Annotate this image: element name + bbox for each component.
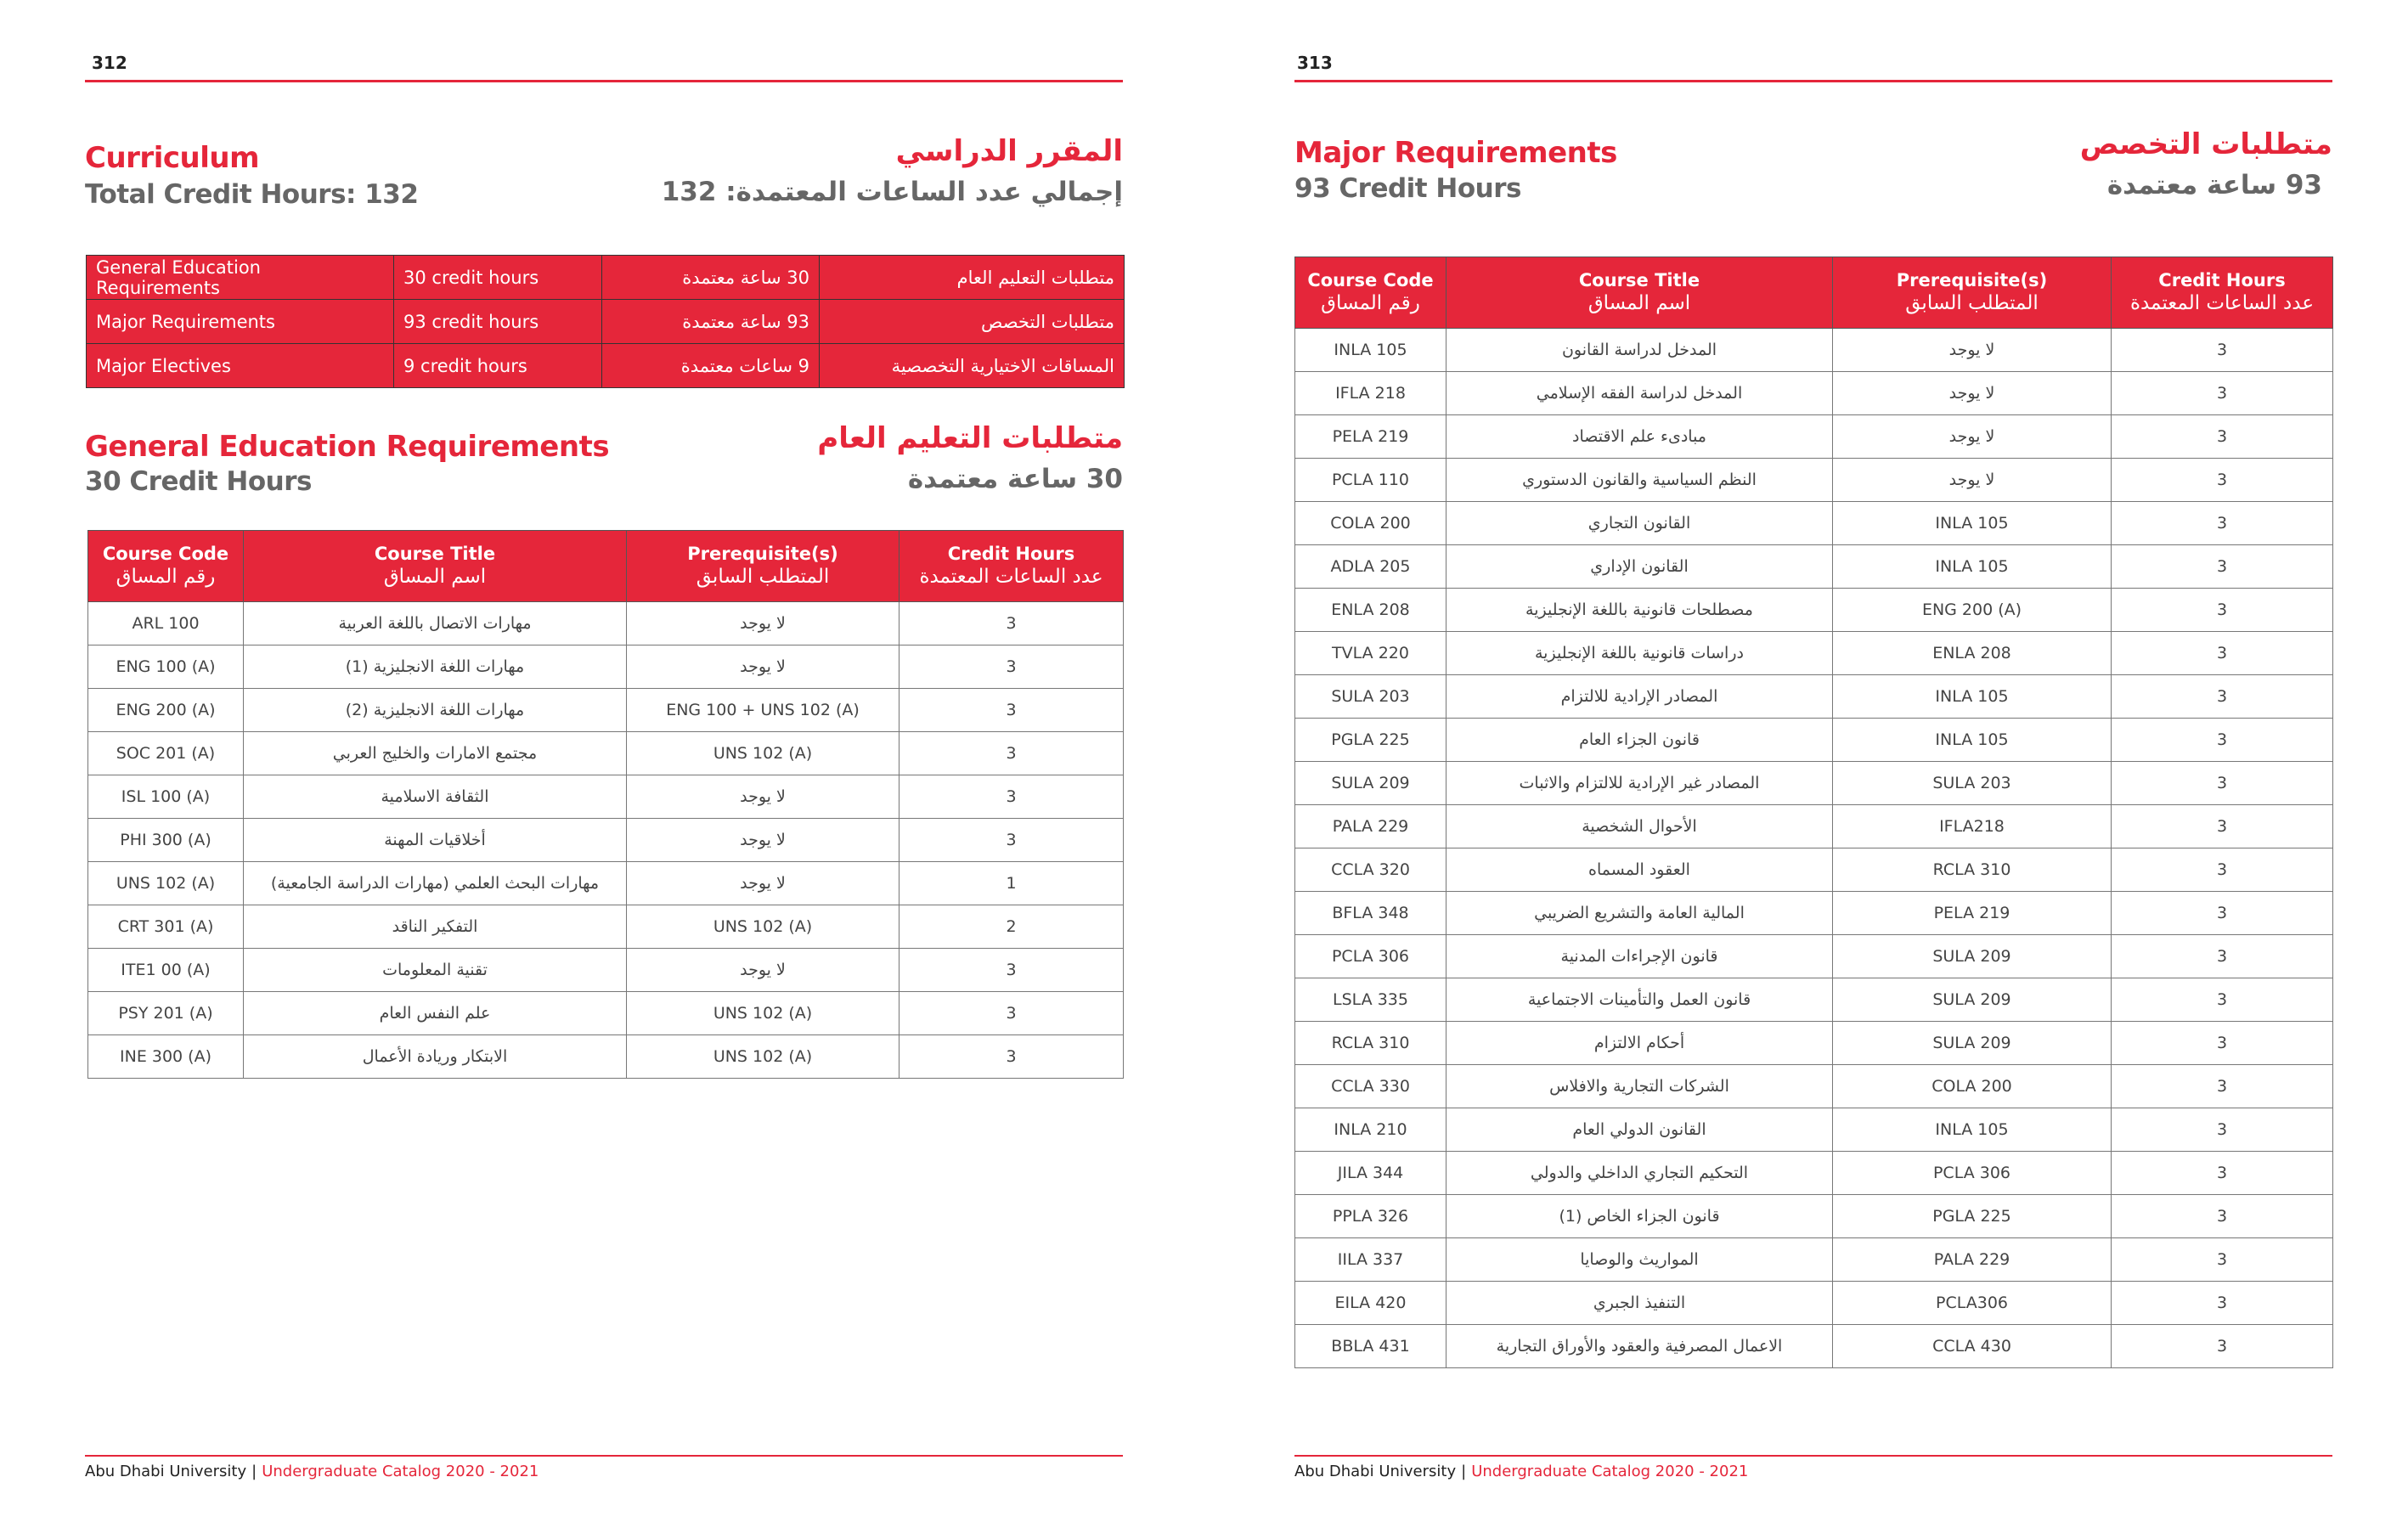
table-row bbox=[1295, 1195, 2333, 1238]
course-prerequisite: INLA 105 bbox=[1833, 545, 2112, 589]
course-credit-hours: 2 bbox=[899, 905, 1124, 949]
course-code: EILA 420 bbox=[1295, 1282, 1446, 1325]
course-prerequisite: UNS 102 (A) bbox=[627, 1035, 899, 1079]
course-code: ISL 100 (A) bbox=[88, 775, 244, 819]
major-course-table bbox=[1294, 256, 2333, 1368]
footer-university: Abu Dhabi University bbox=[85, 1463, 247, 1480]
major-title-en: Major Requirements bbox=[1294, 136, 1617, 170]
course-code: INE 300 (A) bbox=[88, 1035, 244, 1079]
right-page bbox=[1204, 0, 2407, 1539]
course-title: الابتكار وريادة الأعمال bbox=[244, 1035, 627, 1079]
table-row bbox=[88, 819, 1124, 862]
course-credit-hours: 3 bbox=[2112, 675, 2333, 719]
course-prerequisite: لا يوجد bbox=[627, 819, 899, 862]
course-code: PPLA 326 bbox=[1295, 1195, 1446, 1238]
table-row bbox=[88, 645, 1124, 689]
course-credit-hours: 3 bbox=[899, 992, 1124, 1035]
curriculum-title-ar: المقرر الدراسي bbox=[895, 134, 1123, 168]
course-title: مبادىء علم الاقتصاد bbox=[1446, 415, 1833, 459]
table-row bbox=[1295, 1238, 2333, 1282]
course-code: UNS 102 (A) bbox=[88, 862, 244, 905]
course-prerequisite: UNS 102 (A) bbox=[627, 732, 899, 775]
table-header-row bbox=[88, 531, 1124, 602]
course-prerequisite: IFLA218 bbox=[1833, 805, 2112, 848]
course-prerequisite: SULA 209 bbox=[1833, 1022, 2112, 1065]
summary-category-ar: المساقات الاختيارية التخصصية bbox=[820, 344, 1125, 388]
course-code: ITE1 00 (A) bbox=[88, 949, 244, 992]
course-code: BBLA 431 bbox=[1295, 1325, 1446, 1368]
table-row bbox=[1295, 762, 2333, 805]
course-title: قانون الجزاء العام bbox=[1446, 719, 1833, 762]
course-code: BFLA 348 bbox=[1295, 892, 1446, 935]
course-prerequisite: لا يوجد bbox=[627, 645, 899, 689]
header-credit-hours: Credit Hours عدد الساعات المعتمدة bbox=[2112, 257, 2333, 329]
course-title: مهارات اللغة الانجليزية (2) bbox=[244, 689, 627, 732]
course-prerequisite: UNS 102 (A) bbox=[627, 905, 899, 949]
course-credit-hours: 3 bbox=[2112, 1195, 2333, 1238]
table-row bbox=[1295, 1152, 2333, 1195]
course-title: العقود المسماه bbox=[1446, 848, 1833, 892]
table-row bbox=[88, 905, 1124, 949]
course-credit-hours: 3 bbox=[2112, 805, 2333, 848]
table-row bbox=[1295, 1325, 2333, 1368]
gen-ed-subtitle-ar: 30 ساعة معتمدة bbox=[907, 464, 1123, 494]
course-credit-hours: 3 bbox=[899, 602, 1124, 645]
course-credit-hours: 3 bbox=[899, 1035, 1124, 1079]
table-row bbox=[1295, 719, 2333, 762]
course-title: التنفيذ الجبري bbox=[1446, 1282, 1833, 1325]
course-prerequisite: INLA 105 bbox=[1833, 675, 2112, 719]
course-code: ADLA 205 bbox=[1295, 545, 1446, 589]
course-title: قانون الإجراءات المدنية bbox=[1446, 935, 1833, 978]
major-title-ar: متطلبات التخصص bbox=[2079, 127, 2332, 161]
course-code: PELA 219 bbox=[1295, 415, 1446, 459]
header-course-code: Course Code رقم المساق bbox=[1295, 257, 1446, 329]
course-title: النظم السياسية والقانون الدستوري bbox=[1446, 459, 1833, 502]
course-prerequisite: CCLA 430 bbox=[1833, 1325, 2112, 1368]
major-subtitle-en: 93 Credit Hours bbox=[1294, 173, 1521, 204]
course-prerequisite: لا يوجد bbox=[627, 602, 899, 645]
course-title: مهارات الاتصال باللغة العربية bbox=[244, 602, 627, 645]
header-credit-hours: Credit Hours عدد الساعات المعتمدة bbox=[899, 531, 1124, 602]
course-code: PHI 300 (A) bbox=[88, 819, 244, 862]
course-title: دراسات قانونية باللغة الإنجليزية bbox=[1446, 632, 1833, 675]
course-title: التفكير الناقد bbox=[244, 905, 627, 949]
summary-row bbox=[87, 256, 1125, 300]
course-title: مهارات البحث العلمي (مهارات الدراسة الجامعية) bbox=[244, 862, 627, 905]
course-credit-hours: 3 bbox=[2112, 762, 2333, 805]
course-code: INLA 105 bbox=[1295, 329, 1446, 372]
course-prerequisite: SULA 209 bbox=[1833, 935, 2112, 978]
table-row bbox=[1295, 892, 2333, 935]
gen-ed-title-ar: متطلبات التعليم العام bbox=[817, 421, 1123, 455]
gen-ed-course-table bbox=[87, 530, 1124, 1079]
course-prerequisite: لا يوجد bbox=[1833, 372, 2112, 415]
course-prerequisite: لا يوجد bbox=[627, 949, 899, 992]
summary-category-ar: متطلبات التخصص bbox=[820, 300, 1125, 344]
header-course-code: Course Code رقم المساق bbox=[88, 531, 244, 602]
course-code: ENG 200 (A) bbox=[88, 689, 244, 732]
course-code: SULA 209 bbox=[1295, 762, 1446, 805]
table-row bbox=[88, 1035, 1124, 1079]
summary-hours-en: 30 credit hours bbox=[394, 256, 602, 300]
course-prerequisite: SULA 203 bbox=[1833, 762, 2112, 805]
course-prerequisite: لا يوجد bbox=[627, 775, 899, 819]
major-subtitle-ar: 93 ساعة معتمدة bbox=[2106, 170, 2322, 200]
table-row bbox=[88, 992, 1124, 1035]
course-credit-hours: 3 bbox=[2112, 1152, 2333, 1195]
course-code: PSY 201 (A) bbox=[88, 992, 244, 1035]
summary-category-ar: متطلبات التعليم العام bbox=[820, 256, 1125, 300]
summary-category-en: Major Electives bbox=[87, 344, 394, 388]
footer-catalog: Undergraduate Catalog 2020 - 2021 bbox=[262, 1463, 539, 1480]
course-credit-hours: 3 bbox=[2112, 935, 2333, 978]
course-title: القانون الدولي العام bbox=[1446, 1108, 1833, 1152]
table-row bbox=[88, 949, 1124, 992]
course-credit-hours: 3 bbox=[899, 689, 1124, 732]
curriculum-subtitle-en: Total Credit Hours: 132 bbox=[85, 179, 419, 210]
course-title: الأحوال الشخصية bbox=[1446, 805, 1833, 848]
course-title: المدخل لدراسة الفقه الإسلامي bbox=[1446, 372, 1833, 415]
top-divider bbox=[1294, 80, 2332, 82]
summary-hours-en: 9 credit hours bbox=[394, 344, 602, 388]
course-title: أحكام الالتزام bbox=[1446, 1022, 1833, 1065]
course-credit-hours: 1 bbox=[899, 862, 1124, 905]
course-code: SULA 203 bbox=[1295, 675, 1446, 719]
header-prerequisites: Prerequisite(s) المتطلب السابق bbox=[1833, 257, 2112, 329]
course-title: قانون الجزاء الخاص (1) bbox=[1446, 1195, 1833, 1238]
course-credit-hours: 3 bbox=[2112, 589, 2333, 632]
table-row bbox=[1295, 372, 2333, 415]
course-credit-hours: 3 bbox=[2112, 415, 2333, 459]
course-prerequisite: PCLA306 bbox=[1833, 1282, 2112, 1325]
course-title: الثقافة الاسلامية bbox=[244, 775, 627, 819]
course-credit-hours: 3 bbox=[899, 949, 1124, 992]
course-prerequisite: لا يوجد bbox=[1833, 459, 2112, 502]
footer-university: Abu Dhabi University bbox=[1294, 1463, 1457, 1480]
table-row bbox=[88, 862, 1124, 905]
course-title: القانون الإداري bbox=[1446, 545, 1833, 589]
course-code: COLA 200 bbox=[1295, 502, 1446, 545]
bottom-divider bbox=[1294, 1455, 2332, 1457]
table-row bbox=[1295, 502, 2333, 545]
course-title: المصادر الإرادية للالتزام bbox=[1446, 675, 1833, 719]
table-row bbox=[1295, 1282, 2333, 1325]
curriculum-title-en: Curriculum bbox=[85, 141, 259, 175]
course-prerequisite: UNS 102 (A) bbox=[627, 992, 899, 1035]
footer-catalog: Undergraduate Catalog 2020 - 2021 bbox=[1471, 1463, 1749, 1480]
footer bbox=[1294, 1463, 1748, 1480]
course-code: CCLA 330 bbox=[1295, 1065, 1446, 1108]
top-divider bbox=[85, 80, 1123, 82]
summary-hours-ar: 9 ساعات معتمدة bbox=[602, 344, 820, 388]
table-row bbox=[88, 602, 1124, 645]
course-code: RCLA 310 bbox=[1295, 1022, 1446, 1065]
course-credit-hours: 3 bbox=[2112, 1325, 2333, 1368]
course-title: مصطلحات قانونية باللغة الإنجليزية bbox=[1446, 589, 1833, 632]
course-credit-hours: 3 bbox=[2112, 848, 2333, 892]
course-title: المدخل لدراسة القانون bbox=[1446, 329, 1833, 372]
table-row bbox=[88, 775, 1124, 819]
course-credit-hours: 3 bbox=[2112, 502, 2333, 545]
course-prerequisite: RCLA 310 bbox=[1833, 848, 2112, 892]
summary-category-en: Major Requirements bbox=[87, 300, 394, 344]
course-title: المصادر غير الإرادية للالتزام والاثبات bbox=[1446, 762, 1833, 805]
table-header-row bbox=[1295, 257, 2333, 329]
course-title: تقنية المعلومات bbox=[244, 949, 627, 992]
course-code: PALA 229 bbox=[1295, 805, 1446, 848]
course-code: CRT 301 (A) bbox=[88, 905, 244, 949]
course-prerequisite: PALA 229 bbox=[1833, 1238, 2112, 1282]
summary-hours-ar: 93 ساعة معتمدة bbox=[602, 300, 820, 344]
course-code: IFLA 218 bbox=[1295, 372, 1446, 415]
course-title: المالية العامة والتشريع الضريبي bbox=[1446, 892, 1833, 935]
table-row bbox=[1295, 632, 2333, 675]
footer bbox=[85, 1463, 539, 1480]
table-row bbox=[1295, 1022, 2333, 1065]
course-code: IILA 337 bbox=[1295, 1238, 1446, 1282]
header-prerequisites: Prerequisite(s) المتطلب السابق bbox=[627, 531, 899, 602]
course-code: PGLA 225 bbox=[1295, 719, 1446, 762]
header-course-title: Course Title اسم المساق bbox=[244, 531, 627, 602]
table-row bbox=[1295, 1108, 2333, 1152]
course-prerequisite: لا يوجد bbox=[1833, 415, 2112, 459]
course-title: مجتمع الامارات والخليج العربي bbox=[244, 732, 627, 775]
course-prerequisite: PELA 219 bbox=[1833, 892, 2112, 935]
course-prerequisite: PCLA 306 bbox=[1833, 1152, 2112, 1195]
course-prerequisite: ENLA 208 bbox=[1833, 632, 2112, 675]
course-prerequisite: SULA 209 bbox=[1833, 978, 2112, 1022]
header-course-title: Course Title اسم المساق bbox=[1446, 257, 1833, 329]
course-code: INLA 210 bbox=[1295, 1108, 1446, 1152]
table-row bbox=[1295, 805, 2333, 848]
course-credit-hours: 3 bbox=[2112, 719, 2333, 762]
summary-row bbox=[87, 300, 1125, 344]
summary-hours-en: 93 credit hours bbox=[394, 300, 602, 344]
course-prerequisite: ENG 100 + UNS 102 (A) bbox=[627, 689, 899, 732]
table-row bbox=[1295, 1065, 2333, 1108]
course-title: القانون التجاري bbox=[1446, 502, 1833, 545]
table-row bbox=[1295, 848, 2333, 892]
footer-separator: | bbox=[251, 1463, 257, 1480]
course-credit-hours: 3 bbox=[899, 775, 1124, 819]
page-number: 313 bbox=[1297, 53, 1333, 73]
course-code: ENLA 208 bbox=[1295, 589, 1446, 632]
course-prerequisite: ENG 200 (A) bbox=[1833, 589, 2112, 632]
table-row bbox=[1295, 545, 2333, 589]
course-credit-hours: 3 bbox=[2112, 1238, 2333, 1282]
course-credit-hours: 3 bbox=[2112, 1108, 2333, 1152]
table-row bbox=[1295, 978, 2333, 1022]
course-prerequisite: INLA 105 bbox=[1833, 502, 2112, 545]
course-code: SOC 201 (A) bbox=[88, 732, 244, 775]
course-title: علم النفس العام bbox=[244, 992, 627, 1035]
course-credit-hours: 3 bbox=[2112, 1022, 2333, 1065]
course-prerequisite: COLA 200 bbox=[1833, 1065, 2112, 1108]
gen-ed-title-en: General Education Requirements bbox=[85, 430, 610, 464]
course-title: أخلاقيات المهنة bbox=[244, 819, 627, 862]
course-credit-hours: 3 bbox=[2112, 632, 2333, 675]
course-title: الشركات التجارية والافلاس bbox=[1446, 1065, 1833, 1108]
course-code: ENG 100 (A) bbox=[88, 645, 244, 689]
table-row bbox=[88, 732, 1124, 775]
course-prerequisite: PGLA 225 bbox=[1833, 1195, 2112, 1238]
course-title: الاعمال المصرفية والعقود والأوراق التجارية bbox=[1446, 1325, 1833, 1368]
course-prerequisite: لا يوجد bbox=[1833, 329, 2112, 372]
table-row bbox=[1295, 459, 2333, 502]
course-credit-hours: 3 bbox=[2112, 892, 2333, 935]
course-credit-hours: 3 bbox=[2112, 545, 2333, 589]
course-credit-hours: 3 bbox=[899, 732, 1124, 775]
course-credit-hours: 3 bbox=[899, 645, 1124, 689]
credit-summary-table bbox=[86, 255, 1125, 388]
table-row bbox=[88, 689, 1124, 732]
footer-separator: | bbox=[1461, 1463, 1467, 1480]
course-code: JILA 344 bbox=[1295, 1152, 1446, 1195]
course-code: CCLA 320 bbox=[1295, 848, 1446, 892]
course-code: TVLA 220 bbox=[1295, 632, 1446, 675]
course-title: المواريث والوصايا bbox=[1446, 1238, 1833, 1282]
table-row bbox=[1295, 589, 2333, 632]
summary-hours-ar: 30 ساعة معتمدة bbox=[602, 256, 820, 300]
table-row bbox=[1295, 935, 2333, 978]
course-credit-hours: 3 bbox=[2112, 1282, 2333, 1325]
table-row bbox=[1295, 329, 2333, 372]
course-title: مهارات اللغة الانجليزية (1) bbox=[244, 645, 627, 689]
course-code: PCLA 306 bbox=[1295, 935, 1446, 978]
gen-ed-subtitle-en: 30 Credit Hours bbox=[85, 466, 312, 497]
course-prerequisite: INLA 105 bbox=[1833, 719, 2112, 762]
course-prerequisite: لا يوجد bbox=[627, 862, 899, 905]
course-credit-hours: 3 bbox=[2112, 1065, 2333, 1108]
table-row bbox=[1295, 675, 2333, 719]
bottom-divider bbox=[85, 1455, 1123, 1457]
table-row bbox=[1295, 415, 2333, 459]
course-credit-hours: 3 bbox=[2112, 459, 2333, 502]
course-prerequisite: INLA 105 bbox=[1833, 1108, 2112, 1152]
course-code: ARL 100 bbox=[88, 602, 244, 645]
course-title: التحكيم التجاري الداخلي والدولي bbox=[1446, 1152, 1833, 1195]
course-title: قانون العمل والتأمينات الاجتماعية bbox=[1446, 978, 1833, 1022]
course-code: PCLA 110 bbox=[1295, 459, 1446, 502]
course-code: LSLA 335 bbox=[1295, 978, 1446, 1022]
summary-category-en: General Education Requirements bbox=[87, 256, 394, 300]
course-credit-hours: 3 bbox=[2112, 329, 2333, 372]
course-credit-hours: 3 bbox=[2112, 978, 2333, 1022]
curriculum-subtitle-ar: إجمالي عدد الساعات المعتمدة: 132 bbox=[661, 177, 1123, 207]
page-number: 312 bbox=[92, 53, 127, 73]
course-credit-hours: 3 bbox=[2112, 372, 2333, 415]
course-credit-hours: 3 bbox=[899, 819, 1124, 862]
summary-row bbox=[87, 344, 1125, 388]
